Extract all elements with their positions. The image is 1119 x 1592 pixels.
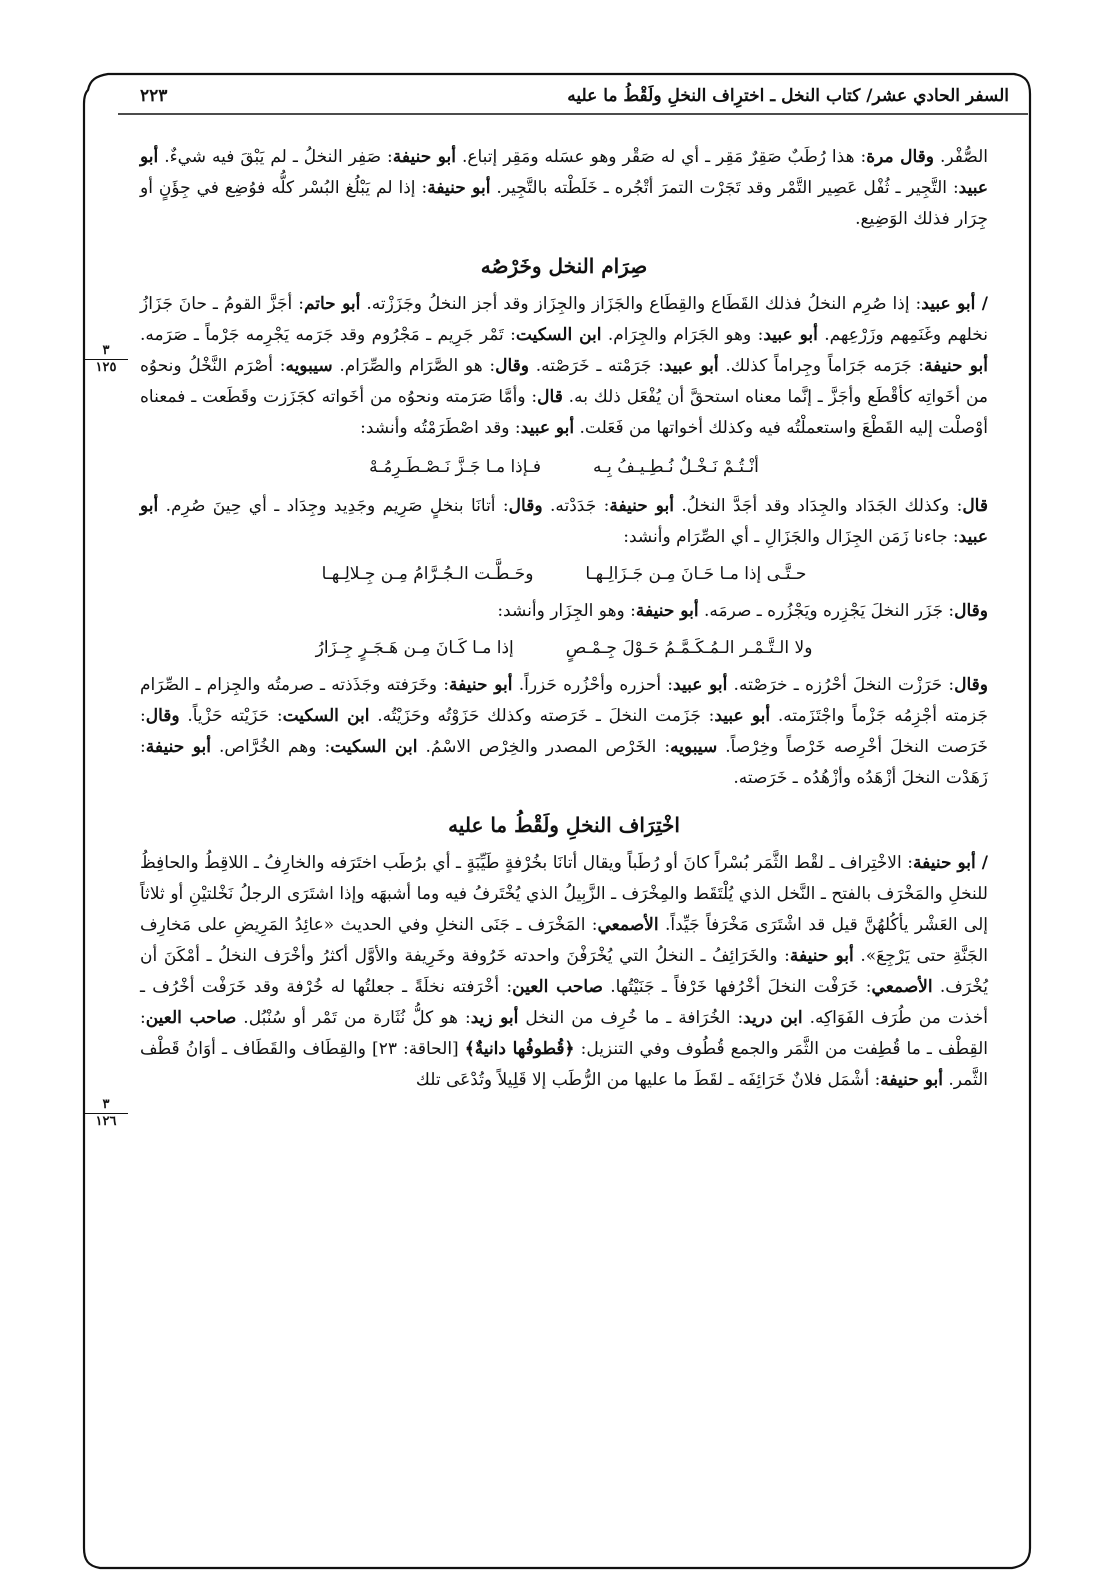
- margin-reference-2: [84, 1098, 128, 1129]
- narrator-name: أبو عبيد: [140, 147, 988, 198]
- narrator-name: أبو حاتم: [303, 294, 361, 314]
- paragraph: / أبو حنيفة: الاخْتِراف ـ لقْط الثَّمَر بُسْراً كانَ أو رُطَباً ويقال أتانَا بخُرْفةٍ طَيِّبَةٍ ـ أي برُطَب اختَرَفه والخارِفُ ـ اللاقِطُ والحافِظُ للنخلِ والمَخْرَف بالفتح ـ النَّخل الذي يُلْتَقَط والمِخْرَف ـ الزَّبِيلُ الذي يُخْتَرفُ فيه وما أشبهَه وإذا اشتَرَى الرجلُ نَخْلتيْنِ أو ثلاثاً إلى العَشْر يأكُلهُنَّ قيل قد اشْتَرَى مَخْرَفاً جَيِّداً. الأصمعي: المَخْرَف ـ جَنَى النخلِ وفي الحديث «عائِدُ المَرِيضِ على مَخارِف الجَنَّةِ حتى يَرْجِعَ». أبو حنيفة: والخَرَائِفُ ـ النخلُ التي يُخْرَفْنَ واحدته خَرُوفة وخَرِيفة والأوَّل أكثرُ وأخْرَف النخلُ ـ أمْكَنَ أن يُخْرَف. الأصمعي: خَرَفْت النخلَ أخْرُفها خَرْفاً ـ جَنَيْتُها. صاحب العين: أخْرَفته نخلَةً ـ جعلتُها له خُرْفة وقد خَرَفْت أخْرُف ـ أخذت من طُرَف الفَوَاكِه. ابن دريد: الخُرَافة ـ ما خُرِف من النخل أبو زيد: هو كلُّ نُثَارة من تَمْر أو سُنْبُل. صاحب العين: القِطْف ـ ما قُطِفت من الثَّمَر والجمع قُطُوف وفي التنزيل: ﴿قُطوفُها دانيةٌ﴾ [الحاقة: ٢٣] والقِطَاف والقَطَاف ـ أوَانُ قَطْف الثَّمر. أبو حنيفة: أشْمَل فلانٌ خَرَائِفَه ـ لقَطَ ما عليها من الرُّطَب إلا قَلِيلاً وتُدْعَى تلك: [140, 853, 989, 1090]
- narrator-name: ابن السكيت: [330, 737, 418, 757]
- verse-hemistich-first: حـتَّـى إذا مـا حَـانَ مِـن جَـزَالِـهـا: [585, 564, 807, 584]
- narrator-name: أبو زيد: [470, 1008, 519, 1028]
- main-text: [140, 142, 988, 1096]
- narrator-name: وقال: [508, 496, 543, 516]
- narrator-name: سيبويه: [670, 737, 718, 757]
- narrator-name: أبو عبيد: [714, 706, 771, 726]
- narrator-name: وقال: [495, 356, 529, 376]
- narrator-name: قال: [962, 496, 988, 516]
- narrator-name: أبو حنيفة: [789, 946, 854, 966]
- narrator-name: / أبو عبيد: [921, 294, 988, 314]
- paragraph: وقال: حَرَزْت النخلَ أحْرُزه ـ خرَصْته. أبو عبيد: أحزره وأحْزُره حَزراً. أبو حنيفة: وخَرَفته وجَذَذته ـ صرمتُه والجِزام ـ الصِّرَام جَزمته أجْزِمُه جَزْماً واجْتَزَمته. أبو عبيد: جَزَمت النخلَ ـ خَرَصته وكذلك حَزَوْتُه وحَزَيْتُه. ابن السكيت: حَزَيْته حَزْياً. وقال: خَرَصت النخلَ أخْرِصه خَرْصاً وخِرْصاً. سيبويه: الخَرْص المصدر والخِرْص الاسْمُ. ابن السكيت: وهم الخُرَّاص. أبو حنيفة: زَهَدْت النخلَ أزْهَدُه وأزْهُدُه ـ خَرَصته.: [140, 675, 989, 788]
- margin-reference-page: ١٢٦: [95, 1114, 117, 1129]
- narrator-name: وقال: [954, 601, 988, 621]
- margin-reference-page: ١٢٥: [95, 360, 117, 375]
- paragraph: الصُّفْر. وقال مرة: هذا رُطَبٌ صَقِرٌ مَقِر ـ أي له صَقْر وهو عسَله ومَقِر إتباع. أبو حنيفة: صَفِر النخلُ ـ لم يَبْقَ فيه شيءٌ. أبو عبيد: التَّجِير ـ ثُفْل عَصِير التَّمْر وقد تَجَرْت التمرَ أتْجُره ـ خَلَطْته بالتَّجِير. أبو حنيفة: إذا لم يَبْلُغ البُسْر كلُّه فوُضِع في جِؤَنٍ أو جِرَار فذلك الوَضِيع.: [140, 147, 989, 229]
- section-heading: اخْتِرَاف النخلِ ولَقْطُ ما عليه: [448, 813, 680, 837]
- narrator-name: وقال: [954, 675, 988, 695]
- poetry-verse: [140, 633, 988, 664]
- margin-reference-volume: ٣: [84, 1098, 128, 1114]
- narrator-name: سيبويه: [285, 356, 333, 376]
- section-heading: صِرَام النخل وخَرْصُه: [480, 254, 648, 278]
- narrator-name: ابن السكيت: [282, 706, 370, 726]
- narrator-name: الأصمعي: [871, 977, 933, 997]
- narrator-name: أبو حنيفة: [392, 147, 456, 167]
- paragraph: قال: وكذلك الجَدَاد والجِدَاد وقد أجَدَّ النخلُ. أبو حنيفة: جَدَدْته. وقال: أتانَا بنخلٍ صَرِيم وجَدِيد وجِدَاد ـ أي حِينَ صُرِم. أبو عبيد: جاءنا زَمَن الجِزَال والجَزَالِ ـ أي الصِّرَام وأنشد:: [140, 496, 988, 547]
- verse-hemistich-second: وحَـطَّـت الـجُـرَّامُ مِـن جِـلالِـهـا: [321, 564, 534, 584]
- narrator-name: صاحب العين: [145, 1008, 237, 1028]
- narrator-name: أبو حنيفة: [609, 496, 674, 516]
- paragraph: / أبو عبيد: إذا صُرِم النخلُ فذلك القَطَاع والقِطَاع والجَزَاز والجِزَاز وقد أجز النخلُ وجَزَزْته. أبو حاتم: أجَزَّ القومُ ـ حانَ جَزَازُ نخلهم وغَنَمِهم وزَرْعِهم. أبو عبيد: وهو الجَرَام والجِرَام. ابن السكيت: تَمْر جَرِيم ـ مَجْرُوم وقد جَرَمه يَجْرِمه جَرْماً ـ صَرَمه. أبو حنيفة: جَرَمه جَرَاماً وجِراماً كذلك. أبو عبيد: جَرَمْته ـ خَرَصْته. وقال: هو الصَّرَام والصِّرَام. سيبويه: أصْرَم النَّخْلُ ونحوُه من أخَواتِه كأقْطَع وأجَزَّ ـ إنَّما معناه استحقَّ أن يُفْعَل ذلك به. قال: وأمَّا صَرَمته ونحوُه من أخَواته كجَزَزت وقَطَعت ـ فمعناه أوْصلْت إليه القَطْعَ واستعملْتُه فيه وكذلك أخواتها من فَعَلت. أبو عبيد: وقد اصْطَرَمْتُه وأنشد:: [140, 294, 988, 438]
- margin-reference-volume: ٣: [84, 344, 128, 360]
- verse-hemistich-first: ولا الـتَّـمْـر الـمُـكَـمَّـمُ حَـوْلَ جِـمْـصٍ: [565, 638, 813, 658]
- narrator-name: أبو حنيفة: [880, 1070, 943, 1090]
- narrator-name: أبو عبيد: [140, 496, 988, 547]
- narrator-name: ابن السكيت: [515, 325, 602, 345]
- page-number: ٢٢٣: [140, 86, 168, 106]
- running-header-title: السفر الحادي عشر/ كتاب النخل ـ اخترِاف النخلِ ولَقْطُ ما عليه: [567, 86, 1009, 106]
- narrator-name: أبو حنيفة: [427, 178, 491, 198]
- narrator-name: الأصمعي: [597, 915, 659, 935]
- poetry-verse: [140, 452, 988, 483]
- narrator-name: / أبو حنيفة: [912, 853, 988, 873]
- narrator-name: ابن دريد: [743, 1008, 803, 1028]
- narrator-name: وقال: [145, 706, 180, 726]
- verse-hemistich-second: فـإذا مـا جَـزَّ نَـصْـطَـرِمُـهْ: [369, 457, 542, 477]
- narrator-name: أبو حنيفة: [924, 356, 988, 376]
- narrator-name: أبو حنيفة: [145, 737, 211, 757]
- narrator-name: أبو عبيد: [520, 418, 575, 438]
- narrator-name: أبو حنيفة: [449, 675, 513, 695]
- verse-hemistich-second: إذا مـا كَـانَ مِـن هَـجَـرٍ جِـزَارُ: [315, 638, 514, 658]
- narrator-name: وقال مرة: [866, 147, 934, 167]
- narrator-name: قال: [537, 387, 563, 407]
- narrator-name: أبو عبيد: [663, 356, 719, 376]
- paragraph: وقال: جَزَر النخلَ يَجْزِره ويَجْزُره ـ صرمَه. أبو حنيفة: وهو الجِزَار وأنشد:: [497, 601, 988, 621]
- narrator-name: صاحب العين: [512, 977, 603, 997]
- narrator-name: ﴿قُطوفُها دانيةٌ﴾: [464, 1039, 575, 1059]
- verse-hemistich-first: أنْـتُـمْ نَـخْـلٌ نُـطِـيـفُ بِـه: [593, 457, 759, 477]
- narrator-name: أبو حنيفة: [635, 601, 699, 621]
- narrator-name: أبو عبيد: [763, 325, 818, 345]
- narrator-name: أبو عبيد: [673, 675, 728, 695]
- margin-reference-1: [84, 344, 128, 375]
- poetry-verse: [140, 559, 988, 590]
